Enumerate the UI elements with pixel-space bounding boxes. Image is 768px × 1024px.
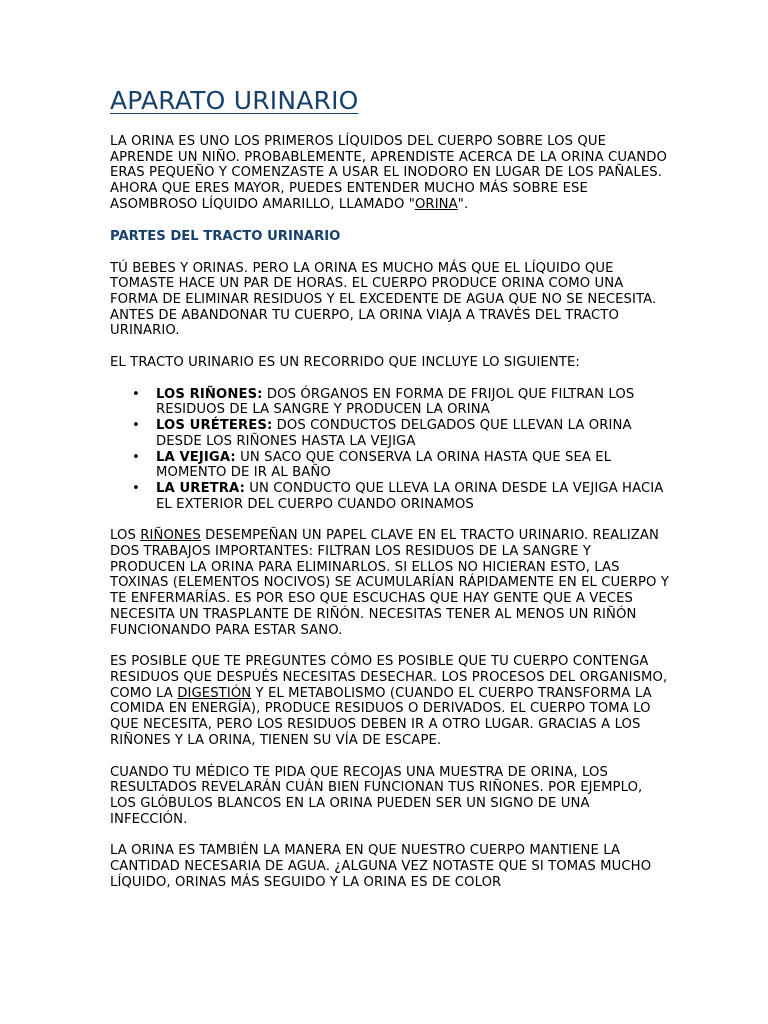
paragraph-3-text-end: DESEMPEÑAN UN PAPEL CLAVE EN EL TRACTO URINARIO. REALIZAN DOS TRABAJOS IMPORTANTES: FILTRAN LOS RESIDUOS DE LA SANGRE Y PRODUCEN LA ORINA PARA ELIMINARLOS. SI ELLOS NO HICIERAN ESTO, LAS TOXINAS (ELEMENTOS NOCIVOS) SE ACUMULARÍAN RÁPIDAMENTE EN EL CUERPO Y TE ENFERMARÍAS. ES POR ESO QUE ESCUCHAS QUE HAY GENTE QUE A VECES NECESITA UN TRASPLANTE DE RIÑÓN. NECESITAS TENER AL MENOS UN RIÑÓN FUNCIONANDO PARA ESTAR SANO. <box>110 528 669 638</box>
list-item <box>110 481 670 512</box>
digestion-link[interactable]: DIGESTIÓN <box>177 685 252 701</box>
intro-paragraph <box>110 134 670 213</box>
list-item-desc: UN CONDUCTO QUE LLEVA LA ORINA DESDE LA VEJIGA HACIA EL EXTERIOR DEL CUERPO CUANDO ORINAMOS <box>156 480 664 512</box>
paragraph-3-text: LOS <box>110 528 141 544</box>
list-item-term: LA URETRA: <box>156 480 245 496</box>
list-item-term: LOS URÉTERES: <box>156 418 273 434</box>
list-item <box>110 418 670 449</box>
paragraph-1: TÚ BEBES Y ORINAS. PERO LA ORINA ES MUCHO MÁS QUE EL LÍQUIDO QUE TOMASTE HACE UN PAR DE HORAS. EL CUERPO PRODUCE ORINA COMO UNA FORMA DE ELIMINAR RESIDUOS Y EL EXCEDENTE DE AGUA QUE NO SE NECESITA. ANTES DE ABANDONAR TU CUERPO, LA ORINA VIAJA A TRAVÉS DEL TRACTO URINARIO. <box>110 260 657 339</box>
document-title: APARATO URINARIO <box>110 86 359 115</box>
rinones-link[interactable]: RIÑONES <box>140 528 201 544</box>
paragraph-3 <box>110 528 670 638</box>
document-page <box>110 86 670 906</box>
list-item-term: LA VEJIGA: <box>156 449 236 465</box>
list-item-desc: DOS CONDUCTOS DELGADOS QUE LLEVAN LA ORINA DESDE LOS RIÑONES HASTA LA VEJIGA <box>156 418 632 449</box>
list-item <box>110 450 670 481</box>
bullet-icon: • <box>132 386 140 402</box>
list-item-desc: UN SACO QUE CONSERVA LA ORINA HASTA QUE SEA EL MOMENTO DE IR AL BAÑO <box>156 449 612 481</box>
section-heading: PARTES DEL TRACTO URINARIO <box>110 228 341 244</box>
paragraph-4-text-end: Y EL METABOLISMO (CUANDO EL CUERPO TRANSFORMA LA COMIDA EN ENERGÍA), PRODUCE RESIDUOS O DERIVADOS. EL CUERPO TOMA LO QUE NECESITA, PERO LOS RESIDUOS DEBEN IR A OTRO LUGAR. GRACIAS A LOS RIÑONES Y LA ORINA, TIENEN SU VÍA DE ESCAPE. <box>110 685 652 748</box>
paragraph-2: EL TRACTO URINARIO ES UN RECORRIDO QUE INCLUYE LO SIGUIENTE: <box>110 355 580 371</box>
paragraph-4 <box>110 654 670 748</box>
bullet-icon: • <box>132 480 140 496</box>
orina-link[interactable]: ORINA <box>414 196 458 212</box>
paragraph-4-text: ES POSIBLE QUE TE PREGUNTES CÓMO ES POSIBLE QUE TU CUERPO CONTENGA RESIDUOS QUE DESPUÉS NECESITAS DESECHAR. LOS PROCESOS DEL ORGANISMO, COMO LA <box>110 654 668 701</box>
urinary-tract-list <box>110 387 670 513</box>
paragraph-6: LA ORINA ES TAMBIÉN LA MANERA EN QUE NUESTRO CUERPO MANTIENE LA CANTIDAD NECESARIA DE AGUA. ¿ALGUNA VEZ NOTASTE QUE SI TOMAS MUCHO LÍQUIDO, ORINAS MÁS SEGUIDO Y LA ORINA ES DE COLOR <box>110 843 652 890</box>
bullet-icon: • <box>132 418 140 434</box>
list-item <box>110 387 670 418</box>
intro-text-end: ". <box>457 196 469 212</box>
paragraph-5: CUANDO TU MÉDICO TE PIDA QUE RECOJAS UNA MUESTRA DE ORINA, LOS RESULTADOS REVELARÁN CUÁN BIEN FUNCIONAN TUS RIÑONES. POR EJEMPLO, LOS GLÓBULOS BLANCOS EN LA ORINA PUEDEN SER UN SIGNO DE UNA INFECCIÓN. <box>110 764 643 827</box>
bullet-icon: • <box>132 449 140 465</box>
list-item-desc: DOS ÓRGANOS EN FORMA DE FRIJOL QUE FILTRAN LOS RESIDUOS DE LA SANGRE Y PRODUCEN LA ORINA <box>156 386 635 418</box>
intro-text: LA ORINA ES UNO LOS PRIMEROS LÍQUIDOS DEL CUERPO SOBRE LOS QUE APRENDE UN NIÑO. PROBABLEMENTE, APRENDISTE ACERCA DE LA ORINA CUANDO ERAS PEQUEÑO Y COMENZASTE A USAR EL INODORO EN LUGAR DE LOS PAÑALES. AHORA QUE ERES MAYOR, PUEDES ENTENDER MUCHO MÁS SOBRE ESE ASOMBROSO LÍQUIDO AMARILLO, LLAMADO " <box>110 134 667 212</box>
list-item-term: LOS RIÑONES: <box>156 386 263 402</box>
